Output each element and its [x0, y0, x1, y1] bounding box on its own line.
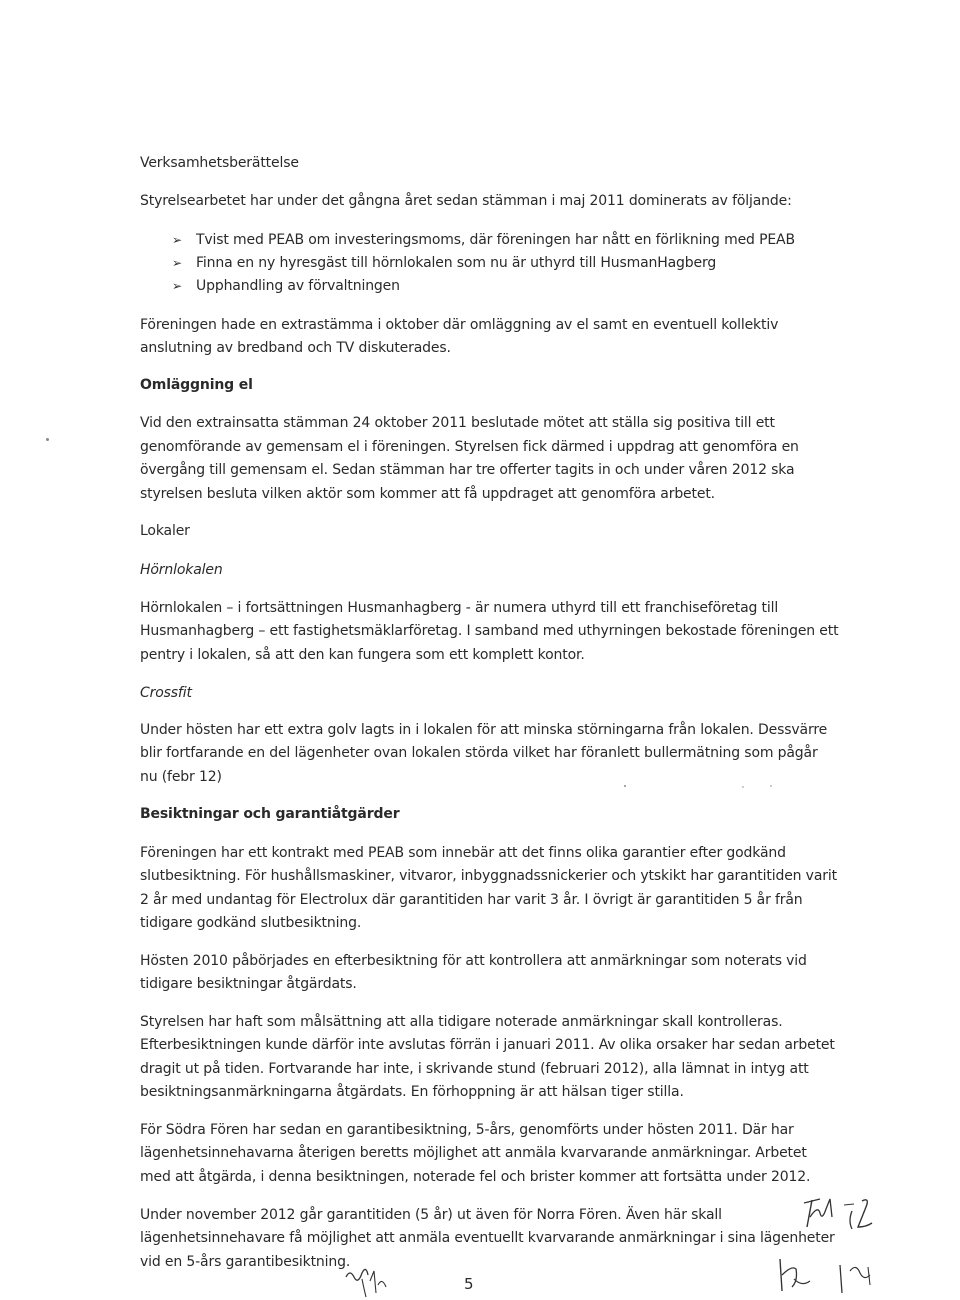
paragraph-line: lägenhetsinnehavare få möjlighet att anmäla eventuellt kvarvarande anmärkningar i sina lägenheter: [140, 1230, 835, 1246]
scan-speck: [624, 785, 626, 787]
paragraph-line: vid en 5-års garantibesiktning.: [140, 1254, 351, 1270]
subheading-hornlokalen: Hörnlokalen: [140, 562, 223, 578]
handwritten-initials: [340, 1255, 400, 1300]
paragraph-line: 2 år med undantag för Electrolux där garantitiden har varit 3 år. I övrigt är garantitiden 5 år från: [140, 892, 803, 908]
paragraph-line: besiktningsanmärkningarna åtgärdats. En förhoppning är att hälsan tiger stilla.: [140, 1084, 684, 1100]
list-item: ➢ Upphandling av förvaltningen: [172, 275, 795, 298]
paragraph-line: tidigare besiktningar åtgärdats.: [140, 976, 357, 992]
paragraph-line: tidigare godkänd slutbesiktning.: [140, 915, 362, 931]
bullet-list: [172, 229, 795, 298]
paragraph-line: Styrelsen har haft som målsättning att alla tidigare noterade anmärkningar skall kontrolleras.: [140, 1014, 783, 1030]
paragraph-line: genomförande av gemensam el i föreningen. Styrelsen fick därmed i uppdrag att genomföra en: [140, 439, 799, 455]
paragraph-line: Husmanhagberg – ett fastighetsmäklarföretag. I samband med uthyrningen bekostade föreningen ett: [140, 623, 839, 639]
section-heading-lokaler: Lokaler: [140, 523, 190, 539]
paragraph-line: övergång till gemensam el. Sedan stämman har tre offerter tagits in och under våren 2012 ska: [140, 462, 795, 478]
paragraph-line: Föreningen hade en extrastämma i oktober där omläggning av el samt en eventuell kollektiv: [140, 317, 779, 333]
arrow-bullet-icon: ➢: [172, 279, 182, 293]
intro-text: Styrelsearbetet har under det gångna året sedan stämman i maj 2011 dominerats av följande:: [140, 193, 792, 209]
scan-speck: [770, 785, 772, 787]
paragraph-line: Under hösten har ett extra golv lagts in i lokalen för att minska störningarna från lokalen. Dessvärre: [140, 722, 828, 738]
paragraph-line: Efterbesiktningen kunde därför inte avslutas förrän i januari 2011. Av olika orsaker har sedan arbetet: [140, 1037, 835, 1053]
paragraph-line: slutbesiktning. För hushållsmaskiner, vitvaror, inbyggnadssnickerier och ytskikt har garantitiden varit: [140, 868, 837, 884]
paragraph-line: Under november 2012 går garantitiden (5 år) ut även för Norra Fören. Även här skall: [140, 1207, 722, 1223]
paragraph-line: Hösten 2010 påbörjades en efterbesiktning för att kontrollera att anmärkningar som noterats vid: [140, 953, 807, 969]
section-heading-omlaggning: Omläggning el: [140, 377, 253, 393]
list-item: ➢ Finna en ny hyresgäst till hörnlokalen som nu är uthyrd till HusmanHagberg: [172, 252, 795, 275]
paragraph-line: nu (febr 12): [140, 769, 222, 785]
subheading-crossfit: Crossfit: [140, 685, 192, 701]
paragraph-line: För Södra Fören har sedan en garantibesiktning, 5-års, genomförts under hösten 2011. Där har: [140, 1122, 794, 1138]
paragraph-line: styrelsen besluta vilken aktör som kommer att få uppdraget att genomföra arbetet.: [140, 486, 715, 502]
paragraph-line: pentry i lokalen, så att den kan fungera som ett komplett kontor.: [140, 647, 585, 663]
paragraph-line: Vid den extrainsatta stämman 24 oktober 2011 beslutade mötet att ställa sig positiva till ett: [140, 415, 775, 431]
paragraph-line: Hörnlokalen – i fortsättningen Husmanhagberg - är numera uthyrd till ett franchiseföretag till: [140, 600, 779, 616]
page-number: 5: [464, 1275, 474, 1293]
list-item: ➢ Tvist med PEAB om investeringsmoms, där föreningen har nått en förlikning med PEAB: [172, 229, 795, 252]
section-heading-besiktningar: Besiktningar och garantiåtgärder: [140, 806, 400, 822]
handwritten-initials: [800, 1185, 900, 1250]
arrow-bullet-icon: ➢: [172, 233, 182, 247]
paragraph-line: anslutning av bredband och TV diskuterades.: [140, 340, 451, 356]
paragraph-line: lägenhetsinnehavarna återigen beretts möjlighet att anmäla kvarvarande anmärkningar. Arbetet: [140, 1145, 807, 1161]
paragraph-line: med att åtgärda, i denna besiktningen, noterade fel och brister kommer att fortsätta under 2012.: [140, 1169, 811, 1185]
document-title: Verksamhetsberättelse: [140, 155, 299, 171]
arrow-bullet-icon: ➢: [172, 256, 182, 270]
handwritten-initials: [770, 1245, 890, 1300]
scan-speck: [46, 438, 49, 441]
paragraph-line: dragit ut på tiden. Fortvarande har inte, i skrivande stund (februari 2012), alla lämnat in intyg att: [140, 1061, 809, 1077]
paragraph-line: Föreningen har ett kontrakt med PEAB som innebär att det finns olika garantier efter godkänd: [140, 845, 786, 861]
paragraph-line: blir fortfarande en del lägenheter ovan lokalen störda vilket har föranlett bullermätning som pågår: [140, 745, 818, 761]
scan-speck: [742, 786, 744, 788]
